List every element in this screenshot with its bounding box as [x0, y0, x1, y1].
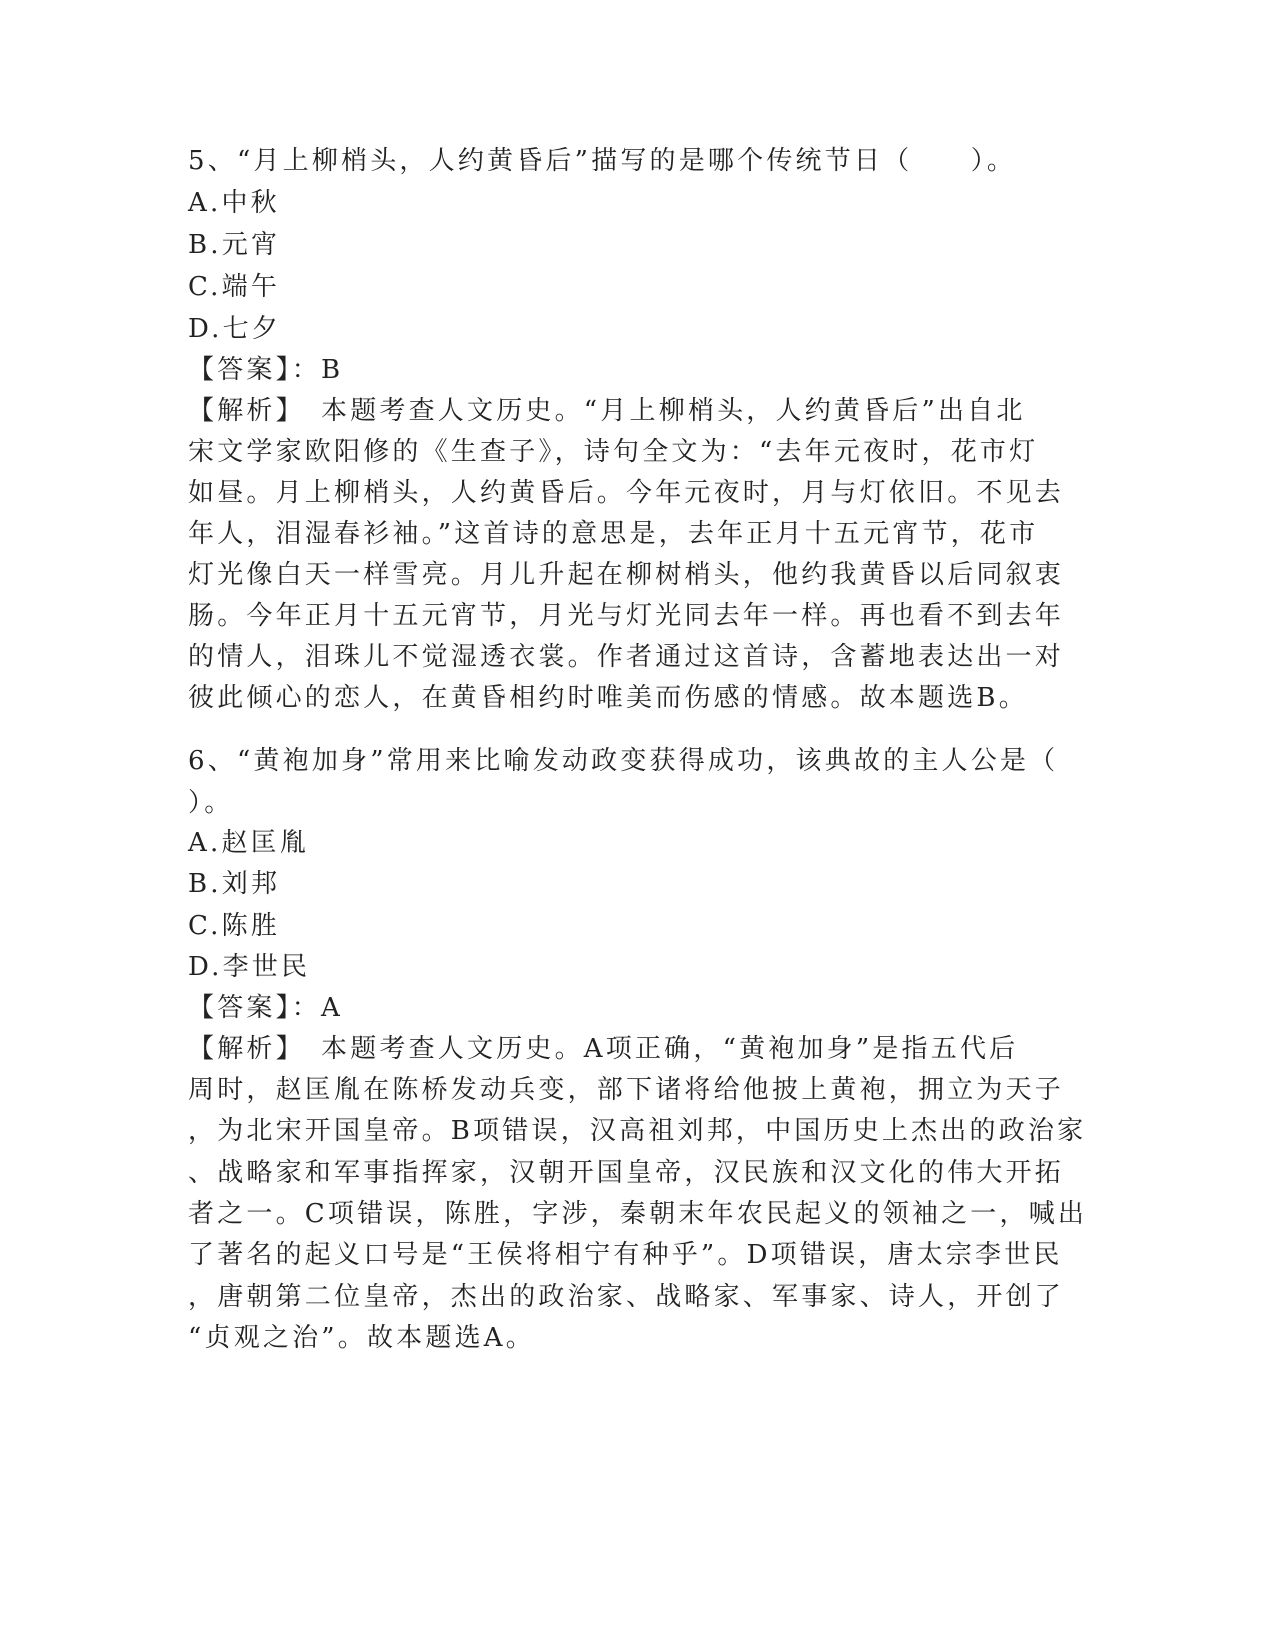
option-d: D.七夕: [188, 314, 281, 344]
option-c: C.端午: [188, 272, 281, 302]
analysis-line: 者之一。C项错误，陈胜，字涉，秦朝末年农民起义的领袖之一，喊出: [188, 1199, 1088, 1229]
analysis-line: 【解析】 本题考查人文历史。“月上柳梢头，人约黄昏后”出自北: [188, 396, 1026, 426]
option-a: A.中秋: [188, 188, 280, 218]
question-stem: 5、“月上柳梢头，人约黄昏后”描写的是哪个传统节日（ ）。: [188, 146, 1017, 176]
analysis-line: 宋文学家欧阳修的《生查子》，诗句全文为：“去年元夜时，花市灯: [188, 437, 1039, 467]
analysis-line: 彼此倾心的恋人，在黄昏相约时唯美而伤感的情感。故本题选B。: [188, 683, 1028, 713]
analysis-line: 了著名的起义口号是“王侯将相宁有种乎”。D项错误，唐太宗李世民: [188, 1240, 1063, 1270]
analysis-line: “贞观之治”。故本题选A。: [188, 1323, 535, 1353]
option-b: B.元宵: [188, 230, 281, 260]
analysis-line: ，唐朝第二位皇帝，杰出的政治家、战略家、军事家、诗人，开创了: [188, 1282, 1065, 1312]
question-stem: ）。: [188, 788, 234, 818]
option-a: A.赵匡胤: [188, 828, 310, 858]
question-stem: 6、“黄袍加身”常用来比喻发动政变获得成功，该典故的主人公是（: [188, 746, 1059, 776]
analysis-line: 的情人，泪珠儿不觉湿透衣裳。作者通过这首诗，含蓄地表达出一对: [188, 642, 1065, 672]
analysis-line: 肠。今年正月十五元宵节，月光与灯光同去年一样。再也看不到去年: [188, 601, 1065, 631]
answer-line: 【答案】：A: [188, 993, 343, 1023]
analysis-line: 、战略家和军事指挥家，汉朝开国皇帝，汉民族和汉文化的伟大开拓: [188, 1158, 1065, 1188]
option-d: D.李世民: [188, 952, 311, 982]
analysis-line: 灯光像白天一样雪亮。月儿升起在柳树梢头，他约我黄昏以后同叙衷: [188, 560, 1065, 590]
answer-line: 【答案】：B: [188, 355, 344, 385]
analysis-line: 【解析】 本题考查人文历史。A项正确，“黄袍加身”是指五代后: [188, 1034, 1019, 1064]
analysis-line: ，为北宋开国皇帝。B项错误，汉高祖刘邦，中国历史上杰出的政治家: [188, 1116, 1087, 1146]
option-b: B.刘邦: [188, 869, 281, 899]
analysis-line: 年人，泪湿春衫袖。”这首诗的意思是，去年正月十五元宵节，花市: [188, 519, 1039, 549]
option-c: C.陈胜: [188, 911, 281, 941]
analysis-line: 如昼。月上柳梢头，人约黄昏后。今年元夜时，月与灯依旧。不见去: [188, 478, 1065, 508]
analysis-line: 周时，赵匡胤在陈桥发动兵变，部下诸将给他披上黄袍，拥立为天子: [188, 1075, 1065, 1105]
